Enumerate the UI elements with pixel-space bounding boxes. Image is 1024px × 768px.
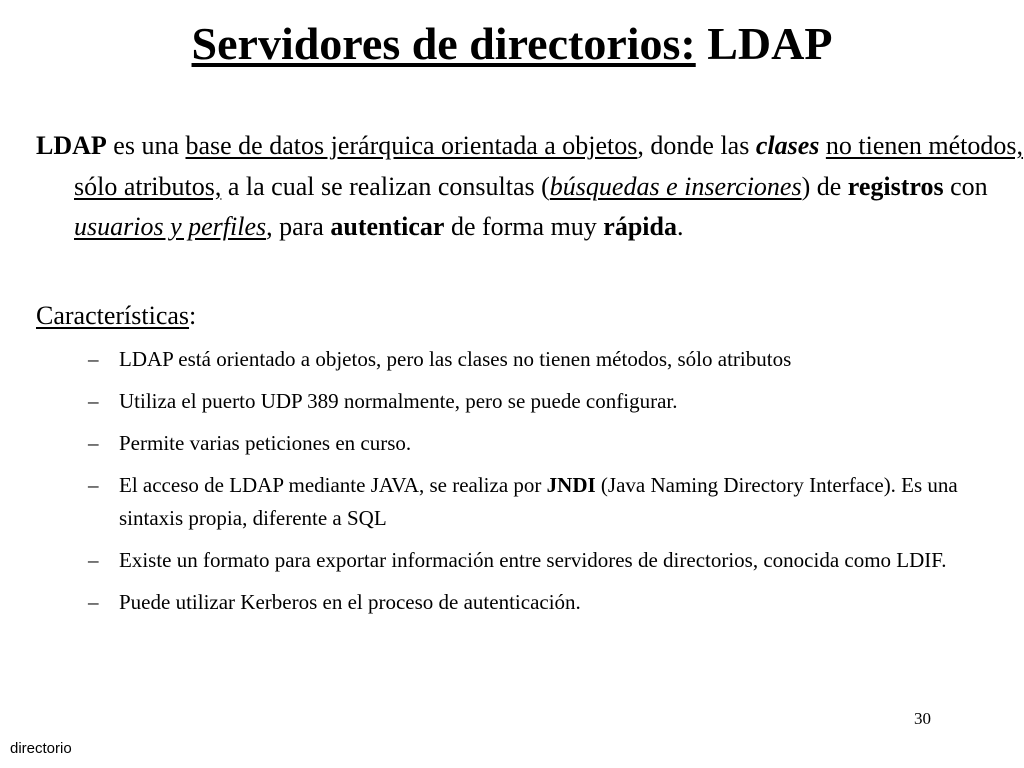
list-item-jndi: JNDI	[546, 473, 596, 497]
features-heading-text: Características	[36, 301, 190, 330]
features-list	[88, 343, 993, 628]
intro-registros: registros	[847, 171, 944, 201]
list-item-text: El acceso de LDAP mediante JAVA, se realiza por	[119, 473, 547, 497]
dash-bullet: –	[88, 347, 99, 371]
intro-text: a la cual se realizan consultas (	[221, 171, 550, 201]
list-item-text: Existe un formato para exportar información entre servidores de directorios, conocida como LDIF.	[119, 548, 947, 572]
intro-underlined: no tienen métodos, sólo atributos,	[74, 131, 1024, 201]
list-item	[88, 427, 993, 460]
dash-bullet: –	[88, 590, 99, 614]
list-item-text: LDAP está orientado a objetos, pero las clases no tienen métodos, sólo atributos	[119, 347, 792, 371]
intro-text: de forma muy	[444, 212, 604, 241]
list-item	[88, 343, 993, 376]
list-item	[88, 385, 993, 418]
intro-text: con	[943, 171, 988, 201]
features-heading	[36, 296, 196, 336]
list-item-text: Puede utilizar Kerberos en el proceso de autenticación.	[119, 590, 581, 614]
intro-text: ) de	[801, 171, 848, 201]
intro-paragraph	[36, 126, 1024, 248]
slide-title	[0, 14, 1024, 74]
intro-ldap: LDAP	[36, 131, 107, 160]
intro-rapida: rápida	[603, 212, 677, 241]
list-item	[88, 586, 993, 619]
intro-text: , para	[266, 212, 331, 241]
intro-text: , donde las	[637, 131, 756, 160]
intro-italic-underlined: búsquedas e inserciones	[549, 171, 802, 201]
intro-text: es una	[106, 131, 186, 160]
footer-label: directorio	[10, 740, 72, 757]
list-item	[88, 544, 993, 577]
page-number: 30	[914, 709, 931, 728]
intro-underlined: base de datos jerárquica orientada a objetos	[185, 131, 638, 160]
dash-bullet: –	[88, 548, 99, 572]
intro-autenticar: autenticar	[330, 212, 445, 241]
list-item	[88, 469, 993, 535]
title-ldap: LDAP	[695, 18, 833, 69]
intro-clases: clases	[755, 131, 820, 160]
dash-bullet: –	[88, 431, 99, 455]
title-underlined: Servidores de directorios:	[191, 18, 696, 69]
intro-italic-underlined: usuarios y perfiles	[74, 212, 267, 241]
list-item-text: Permite varias peticiones en curso.	[119, 431, 412, 455]
list-item-text: Utiliza el puerto UDP 389 normalmente, pero se puede configurar.	[119, 389, 678, 413]
list-item-text: (Java Naming Directory Interface). Es una sintaxis propia, diferente a SQL	[119, 473, 958, 530]
dash-bullet: –	[88, 473, 99, 497]
features-heading-colon: :	[189, 301, 197, 330]
dash-bullet: –	[88, 389, 99, 413]
intro-text: .	[676, 212, 684, 241]
